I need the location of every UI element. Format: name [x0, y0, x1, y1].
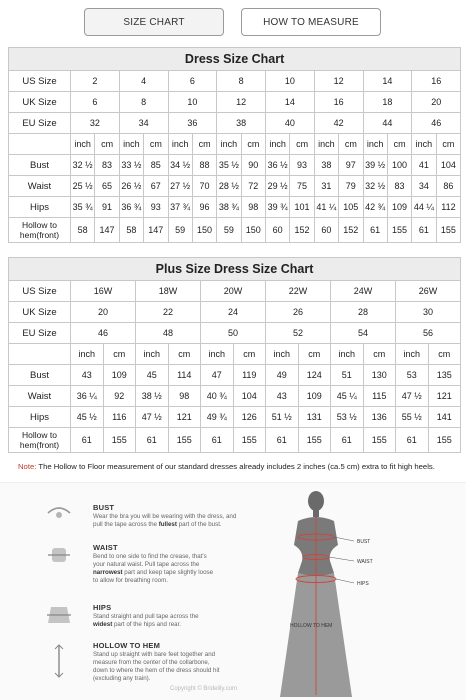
- measurement-label: Hips: [9, 197, 71, 218]
- unit-cm: cm: [298, 344, 331, 365]
- measurement-cell: 37 ¾: [168, 197, 192, 218]
- measurement-cell: 53 ½: [331, 407, 364, 428]
- measurement-cell: 41: [412, 155, 436, 176]
- unit-cm: cm: [233, 344, 266, 365]
- measurement-cell: 61: [412, 218, 436, 243]
- measurement-cell: 45 ½: [71, 407, 104, 428]
- measurement-cell: 38 ½: [136, 386, 169, 407]
- unit-inch: inch: [119, 134, 143, 155]
- measurement-cell: 141: [428, 407, 461, 428]
- measurement-cell: 32 ½: [363, 176, 387, 197]
- measurement-cell: 42 ¾: [363, 197, 387, 218]
- row-label: UK Size: [9, 92, 71, 113]
- measurement-cell: 147: [95, 218, 119, 243]
- uk-size-value: 12: [217, 92, 266, 113]
- measurement-label: Waist: [9, 386, 71, 407]
- unit-cm: cm: [363, 344, 396, 365]
- waist-line-3c: part and keep tape slightly loose: [122, 569, 214, 576]
- measurement-cell: 28 ½: [217, 176, 241, 197]
- measurement-cell: 155: [436, 218, 461, 243]
- bust-instructions: [93, 503, 293, 529]
- measurement-cell: 36 ¾: [119, 197, 143, 218]
- measurement-cell: 58: [71, 218, 95, 243]
- measurement-cell: 105: [339, 197, 363, 218]
- measurement-cell: 33 ½: [119, 155, 143, 176]
- row-label: EU Size: [9, 323, 71, 344]
- measurement-cell: 116: [103, 407, 136, 428]
- unit-cm: cm: [192, 134, 216, 155]
- eu-size-value: 46: [412, 113, 461, 134]
- measurement-cell: 45: [136, 365, 169, 386]
- us-size-value: 10: [266, 71, 315, 92]
- uk-size-value: 26: [266, 302, 331, 323]
- us-size-value: 26W: [396, 281, 461, 302]
- measurement-cell: 43: [266, 386, 299, 407]
- measurement-cell: 27 ½: [168, 176, 192, 197]
- us-size-value: 16W: [71, 281, 136, 302]
- uk-size-row: [9, 92, 461, 113]
- measurement-cell: 75: [290, 176, 314, 197]
- chart-title: Dress Size Chart: [9, 48, 461, 71]
- hips-line-2c: part of the hips and rear.: [112, 621, 182, 628]
- uk-size-value: 16: [314, 92, 363, 113]
- measurement-cell: 97: [339, 155, 363, 176]
- measurement-cell: 60: [266, 218, 290, 243]
- uk-size-value: 28: [331, 302, 396, 323]
- measurement-cell: 124: [298, 365, 331, 386]
- measurement-cell: 39 ¾: [266, 197, 290, 218]
- measurement-cell: 43: [71, 365, 104, 386]
- measurement-row: [9, 176, 461, 197]
- measurement-cell: 61: [201, 428, 234, 453]
- measurement-cell: 121: [428, 386, 461, 407]
- unit-inch: inch: [168, 134, 192, 155]
- dress-form-illustration: [268, 487, 378, 699]
- eu-size-row: [9, 323, 461, 344]
- waist-icon: [46, 545, 72, 565]
- measurement-cell: 152: [290, 218, 314, 243]
- hips-icon: [46, 605, 72, 625]
- hollow-line-3: down to where the hem of the dress should hit: [93, 667, 220, 674]
- hips-line-2b: widest: [93, 621, 113, 628]
- unit-inch: inch: [217, 134, 241, 155]
- measurement-cell: 85: [144, 155, 168, 176]
- measurement-cell: 101: [290, 197, 314, 218]
- measurement-cell: 36 ¼: [71, 386, 104, 407]
- uk-size-row: [9, 302, 461, 323]
- eu-size-value: 38: [217, 113, 266, 134]
- measurement-cell: 45 ¼: [331, 386, 364, 407]
- measurement-cell: 31: [314, 176, 338, 197]
- unit-inch: inch: [331, 344, 364, 365]
- bust-line-2b: fullest: [158, 521, 177, 528]
- bust-heading: BUST: [93, 503, 115, 512]
- uk-size-value: 24: [201, 302, 266, 323]
- chart-title: Plus Size Dress Size Chart: [9, 258, 461, 281]
- title-row: [9, 48, 461, 71]
- hollow-to-hem-icon: [46, 643, 72, 679]
- measurement-cell: 39 ½: [363, 155, 387, 176]
- measurement-cell: 96: [192, 197, 216, 218]
- measurement-label: Bust: [9, 365, 71, 386]
- measurement-cell: 38: [314, 155, 338, 176]
- measurement-cell: 155: [298, 428, 331, 453]
- unit-cm: cm: [103, 344, 136, 365]
- measurement-cell: 59: [217, 218, 241, 243]
- waist-line-3b: narrowest: [93, 569, 123, 576]
- measurement-cell: 104: [233, 386, 266, 407]
- uk-size-value: 10: [168, 92, 217, 113]
- measurement-cell: 51: [331, 365, 364, 386]
- hips-instructions: [93, 603, 293, 629]
- measurement-note: [18, 462, 458, 471]
- row-label: US Size: [9, 281, 71, 302]
- note-text: The Hollow to Floor measurement of our standard dresses already includes 2 inches (ca.5 cm) extra to fit high heels.: [36, 462, 435, 471]
- measurement-cell: 61: [136, 428, 169, 453]
- measurement-cell: 53: [396, 365, 429, 386]
- us-size-value: 14: [363, 71, 412, 92]
- measurement-cell: 61: [266, 428, 299, 453]
- measurement-cell: 40 ¾: [201, 386, 234, 407]
- measurement-cell: 70: [192, 176, 216, 197]
- hips-line-1: Stand straight and pull tape across the: [93, 613, 199, 620]
- figure-label-bust: BUST: [357, 539, 371, 545]
- blank-cell: [9, 134, 71, 155]
- measurement-row: [9, 386, 461, 407]
- measurement-cell: 29 ½: [266, 176, 290, 197]
- measurement-cell: 36 ½: [266, 155, 290, 176]
- eu-size-value: 46: [71, 323, 136, 344]
- us-size-value: 22W: [266, 281, 331, 302]
- unit-inch: inch: [71, 344, 104, 365]
- measurement-cell: 93: [144, 197, 168, 218]
- row-label: US Size: [9, 71, 71, 92]
- measurement-cell: 155: [233, 428, 266, 453]
- us-size-value: 6: [168, 71, 217, 92]
- measurement-label: Bust: [9, 155, 71, 176]
- eu-size-value: 48: [136, 323, 201, 344]
- measurement-cell: 67: [144, 176, 168, 197]
- measurement-cell: 49: [266, 365, 299, 386]
- measurement-cell: 58: [119, 218, 143, 243]
- how-to-measure-section: [0, 482, 466, 700]
- measurement-cell: 130: [363, 365, 396, 386]
- measurement-cell: 109: [298, 386, 331, 407]
- measurement-cell: 35 ½: [217, 155, 241, 176]
- waist-instructions: [93, 543, 293, 585]
- measurement-cell: 59: [168, 218, 192, 243]
- measurement-row: [9, 218, 461, 243]
- measurement-cell: 98: [241, 197, 265, 218]
- unit-cm: cm: [95, 134, 119, 155]
- measurement-cell: 61: [396, 428, 429, 453]
- measurement-cell: 65: [95, 176, 119, 197]
- measurement-cell: 49 ¾: [201, 407, 234, 428]
- eu-size-value: 52: [266, 323, 331, 344]
- measurement-cell: 115: [363, 386, 396, 407]
- measurement-cell: 60: [314, 218, 338, 243]
- measurement-cell: 155: [168, 428, 201, 453]
- measurement-cell: 86: [436, 176, 461, 197]
- unit-cm: cm: [387, 134, 411, 155]
- measurement-cell: 114: [168, 365, 201, 386]
- unit-cm: cm: [144, 134, 168, 155]
- units-row: [9, 134, 461, 155]
- unit-inch: inch: [412, 134, 436, 155]
- measurement-cell: 26 ½: [119, 176, 143, 197]
- measurement-cell: 155: [387, 218, 411, 243]
- row-label: EU Size: [9, 113, 71, 134]
- measurement-cell: 109: [387, 197, 411, 218]
- measurement-cell: 90: [241, 155, 265, 176]
- measurement-cell: 83: [387, 176, 411, 197]
- unit-cm: cm: [339, 134, 363, 155]
- us-size-value: 20W: [201, 281, 266, 302]
- hollow-line-4: (excluding any train).: [93, 675, 151, 682]
- measurement-cell: 100: [387, 155, 411, 176]
- us-size-row: [9, 281, 461, 302]
- hollow-line-2: measure from the center of the collarbone,: [93, 659, 210, 666]
- unit-cm: cm: [241, 134, 265, 155]
- measurement-cell: 34 ½: [168, 155, 192, 176]
- measurement-row: [9, 197, 461, 218]
- eu-size-value: 44: [363, 113, 412, 134]
- eu-size-value: 36: [168, 113, 217, 134]
- waist-line-4: to allow for breathing room.: [93, 577, 168, 584]
- measurement-cell: 109: [103, 365, 136, 386]
- hollow-line-1: Stand up straight with bare feet together and: [93, 651, 216, 658]
- measurement-cell: 131: [298, 407, 331, 428]
- uk-size-value: 22: [136, 302, 201, 323]
- unit-inch: inch: [201, 344, 234, 365]
- waist-line-2: your natural waist. Pull tape across the: [93, 561, 200, 568]
- uk-size-value: 20: [71, 302, 136, 323]
- measurement-cell: 41 ¼: [314, 197, 338, 218]
- unit-cm: cm: [436, 134, 461, 155]
- eu-size-value: 42: [314, 113, 363, 134]
- uk-size-value: 18: [363, 92, 412, 113]
- bust-line-1: Wear the bra you will be wearing with the dress, and: [93, 513, 237, 520]
- unit-inch: inch: [71, 134, 95, 155]
- waist-line-1: Bend to one side to find the crease, that's: [93, 553, 207, 560]
- measurement-cell: 98: [168, 386, 201, 407]
- measurement-cell: 155: [103, 428, 136, 453]
- unit-inch: inch: [314, 134, 338, 155]
- tab-size-chart[interactable]: SIZE CHART: [84, 8, 224, 36]
- measurement-cell: 61: [331, 428, 364, 453]
- measurement-cell: 61: [363, 218, 387, 243]
- eu-size-row: [9, 113, 461, 134]
- measurement-cell: 135: [428, 365, 461, 386]
- bust-line-2a: pull the tape across the: [93, 521, 159, 528]
- uk-size-value: 14: [266, 92, 315, 113]
- measurement-cell: 47: [201, 365, 234, 386]
- eu-size-value: 32: [71, 113, 120, 134]
- uk-size-value: 8: [119, 92, 168, 113]
- plus-size-chart: [8, 257, 461, 453]
- measurement-cell: 136: [363, 407, 396, 428]
- tape-measure-icon: [46, 505, 72, 521]
- us-size-value: 8: [217, 71, 266, 92]
- measurement-cell: 55 ½: [396, 407, 429, 428]
- measurement-cell: 93: [290, 155, 314, 176]
- unit-cm: cm: [168, 344, 201, 365]
- measurement-cell: 152: [339, 218, 363, 243]
- figure-label-waist: WAIST: [357, 559, 373, 565]
- us-size-value: 18W: [136, 281, 201, 302]
- measurement-cell: 72: [241, 176, 265, 197]
- measurement-cell: 51 ½: [266, 407, 299, 428]
- measurement-cell: 150: [241, 218, 265, 243]
- measurement-label: Hips: [9, 407, 71, 428]
- title-row: [9, 258, 461, 281]
- measurement-cell: 44 ¼: [412, 197, 436, 218]
- unit-cm: cm: [428, 344, 461, 365]
- measurement-cell: 91: [95, 197, 119, 218]
- eu-size-value: 40: [266, 113, 315, 134]
- waist-heading: WAIST: [93, 543, 118, 552]
- measurement-label: Hollow to hem(front): [9, 428, 71, 453]
- hollow-heading: HOLLOW TO HEM: [93, 641, 161, 650]
- measurement-cell: 119: [233, 365, 266, 386]
- measurement-cell: 34: [412, 176, 436, 197]
- units-row: [9, 344, 461, 365]
- eu-size-value: 34: [119, 113, 168, 134]
- uk-size-value: 20: [412, 92, 461, 113]
- tab-how-to-measure[interactable]: HOW TO MEASURE: [241, 8, 381, 36]
- copyright-text: Copyright © Bridelily.com: [170, 686, 237, 692]
- hollow-to-hem-instructions: [93, 641, 293, 683]
- measurement-cell: 121: [168, 407, 201, 428]
- uk-size-value: 30: [396, 302, 461, 323]
- measurement-cell: 155: [363, 428, 396, 453]
- measurement-cell: 112: [436, 197, 461, 218]
- measurement-cell: 38 ¾: [217, 197, 241, 218]
- figure-label-hollow: HOLLOW TO HEM: [290, 623, 333, 629]
- us-size-value: 24W: [331, 281, 396, 302]
- hips-heading: HIPS: [93, 603, 112, 612]
- measurement-cell: 83: [95, 155, 119, 176]
- measurement-cell: 61: [71, 428, 104, 453]
- bust-line-2c: part of the bust.: [176, 521, 222, 528]
- dress-size-chart: [8, 47, 461, 243]
- measurement-cell: 35 ¾: [71, 197, 95, 218]
- measurement-cell: 155: [428, 428, 461, 453]
- measurement-cell: 150: [192, 218, 216, 243]
- us-size-row: [9, 71, 461, 92]
- measurement-cell: 126: [233, 407, 266, 428]
- measurement-cell: 79: [339, 176, 363, 197]
- blank-cell: [9, 344, 71, 365]
- measurement-cell: 47 ½: [136, 407, 169, 428]
- unit-inch: inch: [136, 344, 169, 365]
- eu-size-value: 50: [201, 323, 266, 344]
- unit-inch: inch: [363, 134, 387, 155]
- measurement-cell: 147: [144, 218, 168, 243]
- measurement-cell: 104: [436, 155, 461, 176]
- measurement-row: [9, 428, 461, 453]
- unit-inch: inch: [266, 134, 290, 155]
- eu-size-value: 56: [396, 323, 461, 344]
- measurement-cell: 25 ½: [71, 176, 95, 197]
- unit-inch: inch: [396, 344, 429, 365]
- measurement-cell: 88: [192, 155, 216, 176]
- unit-inch: inch: [266, 344, 299, 365]
- measurement-row: [9, 155, 461, 176]
- measurement-row: [9, 365, 461, 386]
- measurement-cell: 47 ½: [396, 386, 429, 407]
- tab-bar: [0, 8, 466, 38]
- us-size-value: 16: [412, 71, 461, 92]
- us-size-value: 4: [119, 71, 168, 92]
- measurement-cell: 92: [103, 386, 136, 407]
- us-size-value: 2: [71, 71, 120, 92]
- measurement-label: Hollow to hem(front): [9, 218, 71, 243]
- measurement-cell: 32 ½: [71, 155, 95, 176]
- measurement-row: [9, 407, 461, 428]
- figure-label-hips: HIPS: [357, 581, 369, 587]
- measurement-label: Waist: [9, 176, 71, 197]
- unit-cm: cm: [290, 134, 314, 155]
- note-label: Note:: [18, 462, 37, 471]
- us-size-value: 12: [314, 71, 363, 92]
- uk-size-value: 6: [71, 92, 120, 113]
- eu-size-value: 54: [331, 323, 396, 344]
- row-label: UK Size: [9, 302, 71, 323]
